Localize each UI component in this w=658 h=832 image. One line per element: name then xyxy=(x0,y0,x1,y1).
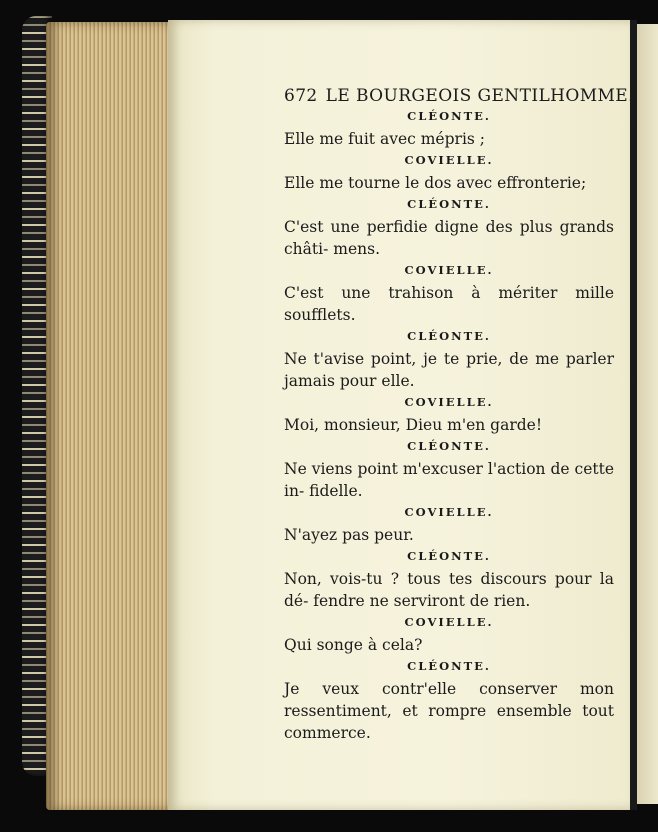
speaker-name: COVIELLE. xyxy=(404,263,494,277)
page-text xyxy=(284,86,634,744)
speaker-name: CLÉONTE. xyxy=(407,549,491,563)
speaker-name: CLÉONTE. xyxy=(407,439,491,453)
speech-line: C'est une trahison à mériter mille soufflets. xyxy=(284,284,614,324)
speech-line: N'ayez pas peur. xyxy=(284,526,414,544)
facing-page-edge xyxy=(637,24,658,804)
speaker-name: CLÉONTE. xyxy=(407,659,491,673)
running-header xyxy=(284,86,634,106)
book-gutter xyxy=(630,20,637,810)
speaker-name: COVIELLE. xyxy=(404,153,494,167)
speech-line: C'est une perfidie digne des plus grands châti- mens. xyxy=(284,218,614,258)
speaker-name: COVIELLE. xyxy=(404,395,494,409)
speaker-name: COVIELLE. xyxy=(404,505,494,519)
speech-line: Je veux contr'elle conserver mon ressentiment, et rompre ensemble tout commerce. xyxy=(284,680,614,742)
speaker-name: COVIELLE. xyxy=(404,615,494,629)
speech-line: Ne viens point m'excuser l'action de cette in- fidelle. xyxy=(284,460,614,500)
speech-line: Qui songe à cela? xyxy=(284,636,423,654)
speech-line: Non, vois-tu ? tous tes discours pour la dé- fendre ne serviront de rien. xyxy=(284,570,614,610)
speech-line: Elle me fuit avec mépris ; xyxy=(284,130,486,148)
page-number: 672 xyxy=(284,86,318,106)
speaker-name: CLÉONTE. xyxy=(407,329,491,343)
running-title: LE BOURGEOIS GENTILHOMME. xyxy=(325,86,634,106)
speech-line: Ne t'avise point, je te prie, de me parler jamais pour elle. xyxy=(284,350,614,390)
speech-line: Moi, monsieur, Dieu m'en garde! xyxy=(284,416,543,434)
speech-line: Elle me tourne le dos avec effronterie; xyxy=(284,174,587,192)
speaker-name: CLÉONTE. xyxy=(407,109,491,123)
page-edges xyxy=(46,22,174,810)
speaker-name: CLÉONTE. xyxy=(407,197,491,211)
